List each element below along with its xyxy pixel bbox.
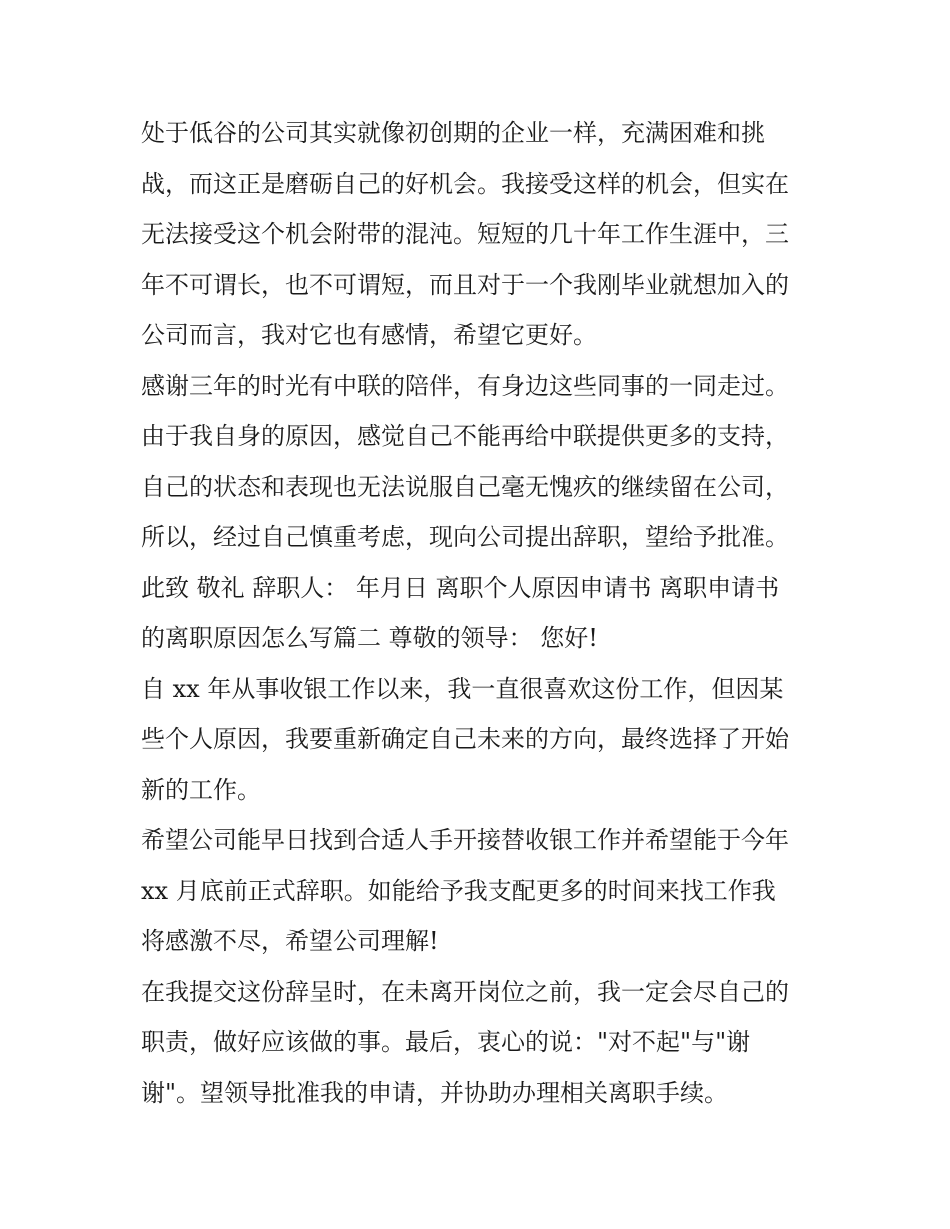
text-line: 新的工作。 (141, 775, 261, 804)
text-line: 些个人原因，我要重新确定自己未来的方向，最终选择了开始 (141, 725, 789, 753)
text-line: 将感激不尽，希望公司理解! (141, 927, 439, 955)
paragraph-5 (141, 967, 821, 1119)
text-line: 感谢三年的时光有中联的陪伴，有身边这些同事的一同走过。 (141, 371, 789, 400)
text-line: 自 xx 年从事收银工作以来，我一直很喜欢这份工作，但因某 (141, 674, 784, 703)
text-line: xx 月底前正式辞职。如能给予我支配更多的时间来找工作我 (141, 876, 776, 905)
paragraph-1 (141, 108, 821, 361)
text-line: 战，而这正是磨砺自己的好机会。我接受这样的机会，但实在 (141, 169, 789, 198)
text-line: 处于低谷的公司其实就像初创期的企业一样，充满困难和挑 (141, 119, 765, 147)
document-body (141, 108, 821, 1118)
text-line: 谢"。望领导批准我的申请，并协助办理相关离职手续。 (141, 1078, 729, 1107)
text-line: 希望公司能早日找到合适人手开接替收银工作并希望能于今年 (141, 826, 789, 854)
text-line: 所以，经过自己慎重考虑，现向公司提出辞职，望给予批准。 (141, 523, 789, 551)
text-line: 年不可谓长，也不可谓短，而且对于一个我刚毕业就想加入的 (141, 270, 789, 299)
paragraph-3 (141, 664, 821, 816)
text-line: 无法接受这个机会附带的混沌。短短的几十年工作生涯中，三 (141, 220, 789, 248)
text-line: 由于我自身的原因，感觉自己不能再给中联提供更多的支持， (141, 422, 789, 450)
text-line: 的离职原因怎么写篇二 尊敬的领导： 您好! (141, 624, 598, 652)
text-line: 职责，做好应该做的事。最后，衷心的说："对不起"与"谢 (141, 1028, 751, 1056)
text-line: 自己的状态和表现也无法说服自己毫无愧疚的继续留在公司， (141, 472, 789, 501)
paragraph-2 (141, 361, 821, 664)
text-line: 公司而言，我对它也有感情，希望它更好。 (141, 321, 597, 349)
text-line: 此致 敬礼 辞职人： 年月日 离职个人原因申请书 离职申请书 (141, 573, 780, 602)
text-line: 在我提交这份辞呈时，在未离开岗位之前，我一定会尽自己的 (141, 977, 789, 1006)
paragraph-4 (141, 815, 821, 967)
